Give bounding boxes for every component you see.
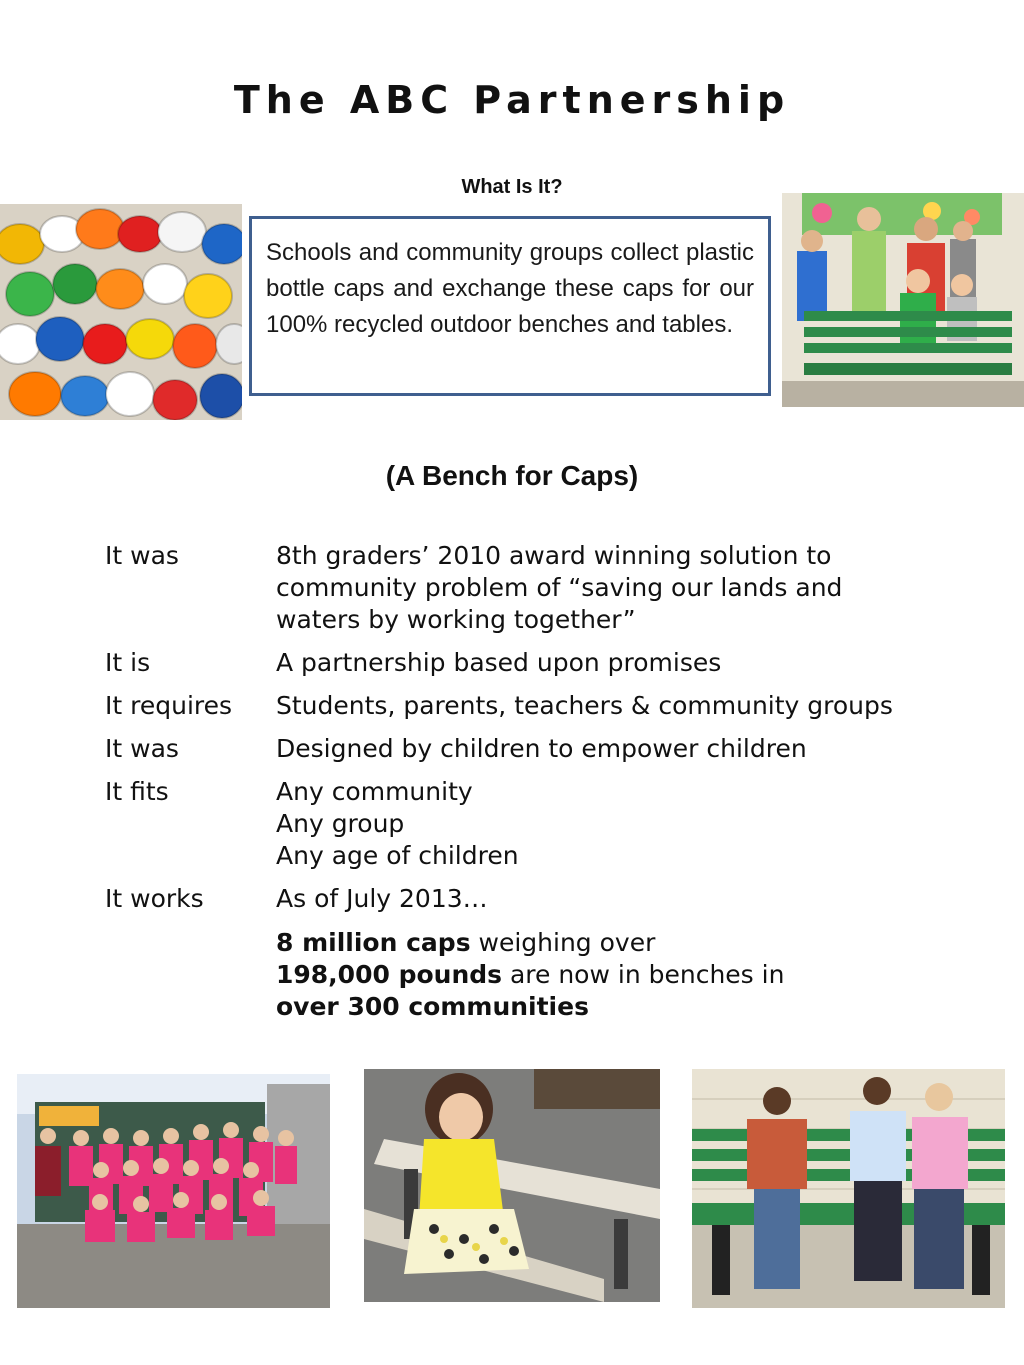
communities-count: over 300 communities [276,992,589,1021]
girl-on-picnic-table-photo [364,1069,660,1302]
fact-row [105,733,985,765]
fact-value [276,883,985,915]
fact-label: It requires [105,691,233,720]
stats-text: 8 million caps weighing over 198,000 pounds are now in benches in over 300 communities [276,928,785,1021]
fact-row [105,647,985,679]
fact-label: It works [105,884,204,913]
fact-line: community problem of “saving our lands and [276,573,843,602]
fact-value [276,540,985,636]
fact-value [276,690,985,722]
facts-list [105,540,985,1023]
fact-line: Any age of children [276,841,519,870]
students-on-bench-photo [782,193,1024,407]
fact-label: It fits [105,777,169,806]
fact-value [276,733,985,765]
fact-line: Designed by children to empower children [276,734,807,763]
group-in-pink-shirts-photo [17,1074,330,1308]
definition-box: Schools and community groups collect plastic bottle caps and exchange these caps for our 100% recycled outdoor benches and tables. [249,216,771,396]
fact-row [105,883,985,915]
fact-value [276,647,985,679]
fact-line: Any community [276,777,473,806]
pounds-count: 198,000 pounds [276,960,503,989]
bottle-caps-photo [0,204,242,420]
fact-label: It is [105,648,151,677]
fact-row [105,540,985,636]
fact-line: As of July 2013… [276,884,488,913]
stats-row [105,927,985,1023]
fact-label: It was [105,541,179,570]
fact-value [276,776,985,872]
fact-label: It was [105,734,179,763]
fact-line: waters by working together” [276,605,636,634]
three-children-on-bench-photo [692,1069,1005,1308]
caps-count: 8 million caps [276,928,471,957]
fact-line: Any group [276,809,405,838]
fact-row [105,776,985,872]
what-is-it-heading: What Is It? [461,176,563,198]
fact-row [105,690,985,722]
fact-line: Students, parents, teachers & community groups [276,691,893,720]
page-title: The ABC Partnership [233,78,791,122]
fact-line: 8th graders’ 2010 award winning solution to [276,541,832,570]
fact-line: A partnership based upon promises [276,648,722,677]
bench-for-caps-heading: (A Bench for Caps) [385,460,639,491]
